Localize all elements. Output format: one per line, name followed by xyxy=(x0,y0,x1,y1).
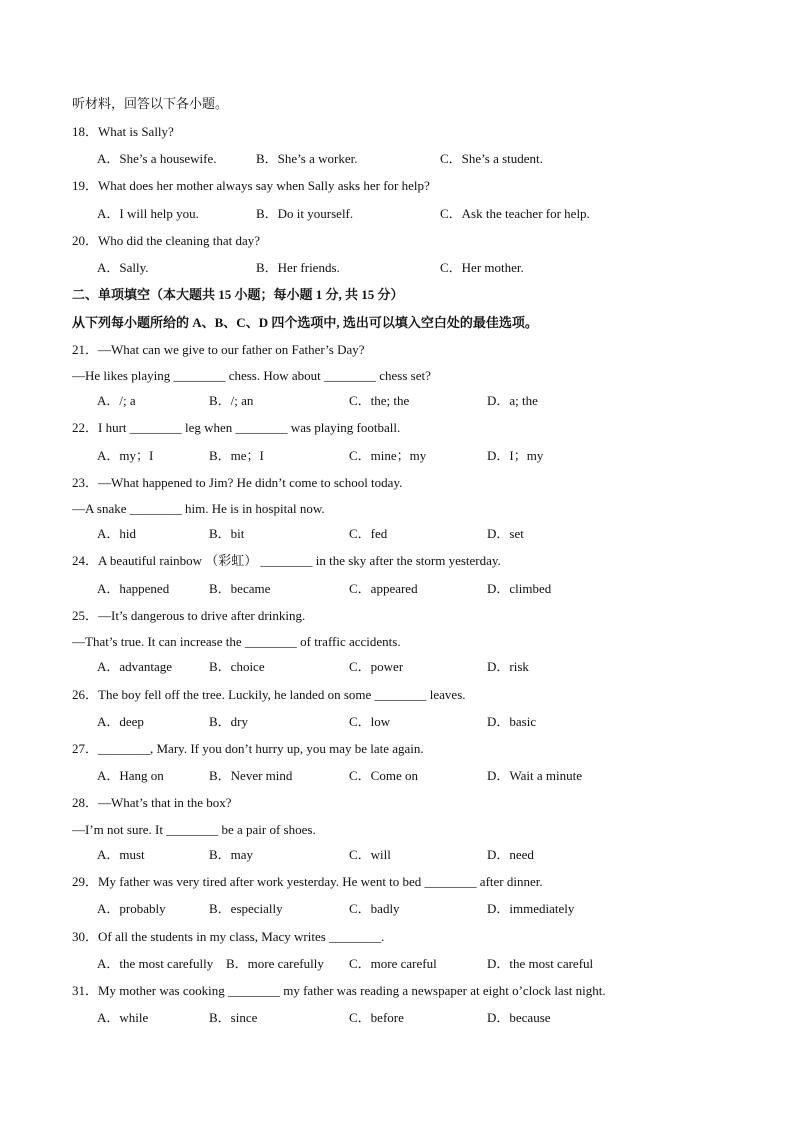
question-25-option-b[interactable]: B．choice xyxy=(209,659,265,674)
question-27-option-c[interactable]: C．Come on xyxy=(349,768,418,783)
question-22-option-a[interactable]: A．my；I xyxy=(97,448,154,463)
question-30-option-d[interactable]: D．the most careful xyxy=(487,956,594,971)
question-23-stem: 23．—What happened to Jim? He didn’t come to school today. xyxy=(72,475,403,490)
question-29-option-c[interactable]: C．badly xyxy=(349,901,400,916)
question-28-option-d[interactable]: D．need xyxy=(487,847,534,862)
question-29-option-a[interactable]: A．probably xyxy=(97,901,166,916)
question-29-option-d[interactable]: D．immediately xyxy=(487,901,575,916)
question-31-option-b[interactable]: B．since xyxy=(209,1010,258,1025)
question-28-option-b[interactable]: B．may xyxy=(209,847,254,862)
question-21-option-a[interactable]: A．/; a xyxy=(97,393,136,408)
question-26-option-c[interactable]: C．low xyxy=(349,714,391,729)
question-23-option-c[interactable]: C．fed xyxy=(349,526,388,541)
question-29-stem: 29．My father was very tired after work yesterday. He went to bed ________ after dinner. xyxy=(72,874,543,889)
question-21-option-b[interactable]: B．/; an xyxy=(209,393,254,408)
question-23-option-a[interactable]: A．hid xyxy=(97,526,137,541)
question-28-response: —I’m not sure. It ________ be a pair of shoes. xyxy=(72,822,316,837)
question-24-option-d[interactable]: D．climbed xyxy=(487,581,552,596)
question-31-stem: 31．My mother was cooking ________ my father was reading a newspaper at eight o’clock last night. xyxy=(72,983,606,998)
question-19-option-b[interactable]: B．Do it yourself. xyxy=(256,206,354,221)
question-28-option-a[interactable]: A．must xyxy=(97,847,145,862)
question-26-option-d[interactable]: D．basic xyxy=(487,714,537,729)
question-26-option-a[interactable]: A．deep xyxy=(97,714,144,729)
section-2-instruction: 从下列每小题所给的 A、B、C、D 四个选项中, 选出可以填入空白处的最佳选项。 xyxy=(72,315,538,330)
question-24-option-b[interactable]: B．became xyxy=(209,581,271,596)
question-20-option-b[interactable]: B．Her friends. xyxy=(256,260,340,275)
question-27-option-a[interactable]: A．Hang on xyxy=(97,768,164,783)
question-25-option-d[interactable]: D．risk xyxy=(487,659,529,674)
listening-instruction: 听材料，回答以下各小题。 xyxy=(72,96,229,111)
question-18-option-c[interactable]: C．She’s a student. xyxy=(440,151,543,166)
question-31-option-c[interactable]: C．before xyxy=(349,1010,404,1025)
question-19-option-a[interactable]: A．I will help you. xyxy=(97,206,199,221)
question-30-option-a[interactable]: A．the most carefully xyxy=(97,956,214,971)
question-23-option-b[interactable]: B．bit xyxy=(209,526,245,541)
question-27-option-b[interactable]: B．Never mind xyxy=(209,768,293,783)
question-30-option-b[interactable]: B．more carefully xyxy=(226,956,324,971)
question-20-option-c[interactable]: C．Her mother. xyxy=(440,260,524,275)
question-30-option-c[interactable]: C．more careful xyxy=(349,956,437,971)
question-25-option-c[interactable]: C．power xyxy=(349,659,404,674)
question-29-option-b[interactable]: B．especially xyxy=(209,901,283,916)
question-21-stem: 21．—What can we give to our father on Father’s Day? xyxy=(72,342,365,357)
question-18-option-b[interactable]: B．She’s a worker. xyxy=(256,151,358,166)
question-31-option-a[interactable]: A．while xyxy=(97,1010,149,1025)
question-25-response: —That’s true. It can increase the ________ of traffic accidents. xyxy=(72,634,401,649)
question-18-stem: 18．What is Sally? xyxy=(72,124,174,139)
question-18-option-a[interactable]: A．She’s a housewife. xyxy=(97,151,217,166)
question-21-option-d[interactable]: D．a; the xyxy=(487,393,538,408)
question-24-stem: 24．A beautiful rainbow （彩虹） ________ in the sky after the storm yesterday. xyxy=(72,553,501,568)
question-23-response: —A snake ________ him. He is in hospital now. xyxy=(72,501,325,516)
question-26-option-b[interactable]: B．dry xyxy=(209,714,249,729)
question-26-stem: 26．The boy fell off the tree. Luckily, he landed on some ________ leaves. xyxy=(72,687,466,702)
question-19-option-c[interactable]: C．Ask the teacher for help. xyxy=(440,206,590,221)
question-22-stem: 22．I hurt ________ leg when ________ was playing football. xyxy=(72,420,401,435)
question-22-option-c[interactable]: C．mine；my xyxy=(349,448,427,463)
section-2-title: 二、单项填空（本大题共 15 小题；每小题 1 分, 共 15 分） xyxy=(72,287,404,302)
question-21-response: —He likes playing ________ chess. How about ________ chess set? xyxy=(72,368,431,383)
question-24-option-c[interactable]: C．appeared xyxy=(349,581,418,596)
question-21-option-c[interactable]: C．the; the xyxy=(349,393,410,408)
question-22-option-d[interactable]: D．I；my xyxy=(487,448,544,463)
question-28-option-c[interactable]: C．will xyxy=(349,847,391,862)
question-25-option-a[interactable]: A．advantage xyxy=(97,659,173,674)
question-20-stem: 20．Who did the cleaning that day? xyxy=(72,233,261,248)
question-24-option-a[interactable]: A．happened xyxy=(97,581,170,596)
question-20-option-a[interactable]: A．Sally. xyxy=(97,260,149,275)
question-25-stem: 25．—It’s dangerous to drive after drinking. xyxy=(72,608,306,623)
question-31-option-d[interactable]: D．because xyxy=(487,1010,551,1025)
question-19-stem: 19．What does her mother always say when Sally asks her for help? xyxy=(72,178,430,193)
question-30-stem: 30．Of all the students in my class, Macy writes ________. xyxy=(72,929,385,944)
question-28-stem: 28．—What’s that in the box? xyxy=(72,795,232,810)
question-22-option-b[interactable]: B．me；I xyxy=(209,448,264,463)
question-27-stem: 27．________, Mary. If you don’t hurry up, you may be late again. xyxy=(72,741,424,756)
question-23-option-d[interactable]: D．set xyxy=(487,526,524,541)
question-27-option-d[interactable]: D．Wait a minute xyxy=(487,768,582,783)
